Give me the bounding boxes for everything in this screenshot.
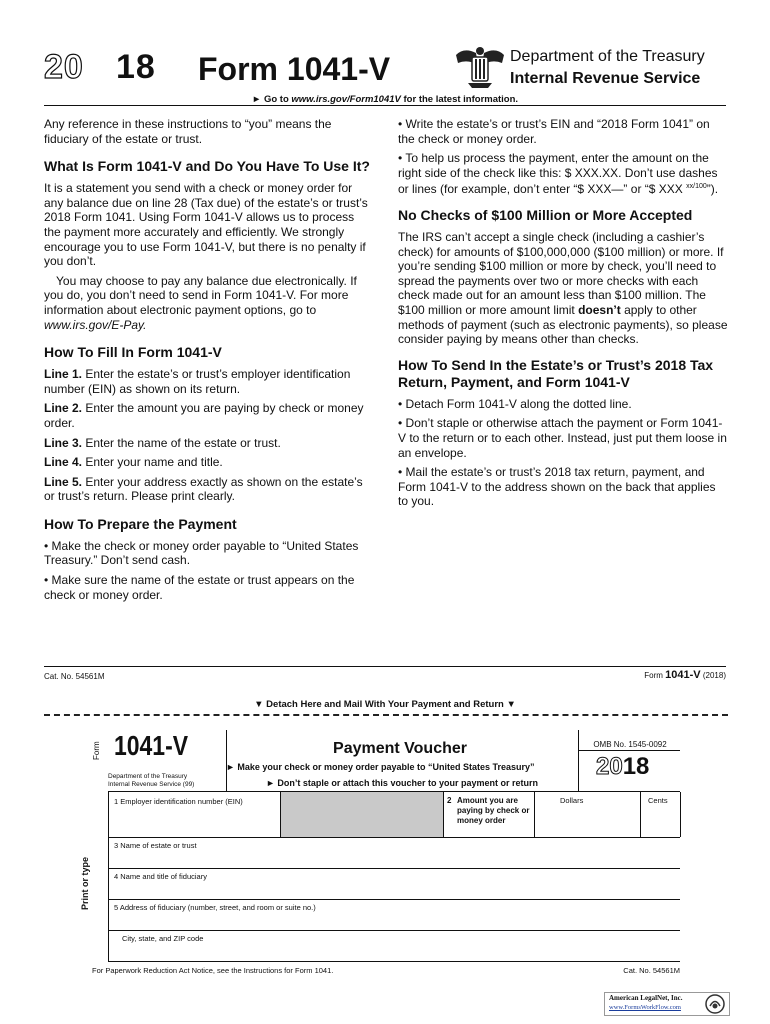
amount-format-text: • To help us process the payment, enter the amount on the right side of the check like this: $ XXX.XX. Don’t use dashes or lines (for example, don’t enter “$ XXX—” or “$ XXX	[398, 151, 718, 197]
voucher-year	[596, 755, 649, 779]
ein-box-left	[280, 792, 281, 837]
electronic-payment-text: You may choose to pay any balance due electronically. If you do, you don’t need to send in Form 1041-V. For more information about electronic payment options, go to	[44, 273, 357, 317]
ein-entry-field[interactable]	[282, 794, 441, 835]
year-solid: 18	[116, 48, 156, 86]
send-bullet-2: • Don’t staple or otherwise attach the payment or Form 1041-V to the return or to each other. Instead, just put them loose in an envelope.	[398, 416, 727, 460]
print-or-type-label: Print or type	[80, 856, 90, 910]
goto-url-link[interactable]: www.irs.gov/Form1041V	[291, 94, 401, 105]
line-1-text: Enter the estate’s or trust’s employer identification number (EIN) as shown on its return.	[44, 367, 351, 396]
voucher-year-outline: 20	[596, 753, 623, 780]
no-checks-text-b: apply to other methods of payment (such as electronic payments), so please consider paying by means other than checks.	[398, 302, 728, 347]
goto-suffix: for the latest information.	[400, 94, 519, 105]
line-5-label: Line 5.	[44, 474, 83, 489]
watermark-company: American LegalNet, Inc.	[609, 994, 683, 1002]
footer-form-year: (2018)	[700, 671, 726, 680]
electronic-payment-paragraph	[44, 274, 374, 332]
voucher-divider-left	[226, 730, 227, 792]
voucher-dept-line2: Internal Revenue Service (99)	[108, 781, 195, 788]
prepare-bullet-1: • Make the check or money order payable to “United States Treasury.” Don’t send cash.	[44, 538, 359, 568]
voucher-cat-number: Cat. No. 54561M	[623, 966, 680, 975]
legalnet-logo-icon	[705, 994, 725, 1014]
goto-prefix: ► Go to	[251, 94, 292, 105]
fiduciary-name-field[interactable]	[114, 882, 678, 898]
voucher-staple-instruction: ► Don’t staple or attach this voucher to your payment or return	[266, 778, 538, 788]
form-title: Form 1041-V	[198, 51, 391, 87]
detach-dotted-line	[44, 714, 728, 716]
amount-entry-left	[534, 792, 535, 837]
line-4-instruction	[44, 455, 374, 470]
line-5-rule	[108, 899, 680, 900]
dollars-label: Dollars	[560, 796, 584, 805]
line-2-instruction	[44, 401, 374, 430]
city-state-zip-field[interactable]	[114, 944, 678, 960]
line-3-text: Enter the name of the estate or trust.	[82, 435, 281, 450]
intro-paragraph: Any reference in these instructions to “you” means the fiduciary of the estate or trust.	[44, 117, 332, 146]
american-legalnet-watermark	[604, 992, 730, 1016]
omb-number: OMB No. 1545-0092	[593, 740, 667, 749]
voucher-divider-right	[578, 730, 579, 792]
voucher-form-word: Form	[92, 741, 101, 760]
voucher-payable-instruction: ► Make your check or money order payable to “United States Treasury”	[226, 762, 535, 772]
fraction-text: xx/100	[686, 183, 707, 191]
voucher-left-border	[108, 792, 109, 962]
cat-number: Cat. No. 54561M	[44, 672, 105, 681]
footer-form-id	[560, 669, 726, 681]
line-4-rule	[108, 868, 680, 869]
line-1-instruction	[44, 367, 374, 396]
no-checks-text-a: The IRS can’t accept a single check (including a cashier’s check) for amounts of $100,000,000 ($100 million) or more. If you’re sending $100 million or more by check, you’ll need to spread the payments over two or more checks with each check made out for an amount less than $100 million. The $100 million or more amount limit	[398, 229, 724, 317]
send-bullet-1: • Detach Form 1041-V along the dotted line.	[398, 396, 632, 411]
goto-line	[44, 95, 726, 105]
voucher-year-solid: 18	[622, 753, 650, 780]
heading-what-is: What Is Form 1041-V and Do You Have To Use It?	[44, 158, 370, 175]
line-3-instruction	[44, 436, 374, 451]
ein-bullet: • Write the estate’s or trust’s EIN and “2018 Form 1041” on the check or money order.	[398, 117, 710, 146]
footer-form-label: Form	[644, 671, 666, 680]
heading-prepare-payment: How To Prepare the Payment	[44, 515, 237, 532]
prepare-bullet-2: • Make sure the name of the estate or trust appears on the check or money order.	[44, 573, 355, 602]
city-rule	[108, 930, 680, 931]
line-5-text: Enter your address exactly as shown on the estate’s or trust’s return. Please print clearly.	[44, 474, 363, 504]
voucher-form-number: 1041-V	[114, 730, 189, 761]
amount-entry-right	[680, 792, 681, 837]
paperwork-reduction-notice: For Paperwork Reduction Act Notice, see the Instructions for Form 1041.	[92, 966, 334, 975]
line-1-label: Line 1.	[44, 367, 83, 382]
amount-label-left	[443, 792, 444, 837]
voucher-bottom-rule	[108, 961, 680, 962]
omb-rule	[578, 750, 680, 751]
cents-field[interactable]	[642, 806, 678, 835]
voucher-title: Payment Voucher	[333, 740, 467, 757]
instructions-left-column	[44, 117, 374, 607]
line-3-rule	[108, 837, 680, 838]
city-state-zip-label: City, state, and ZIP code	[122, 934, 204, 943]
line-3-label: Line 3.	[44, 435, 83, 450]
ein-label: 1 Employer identification number (EIN)	[114, 797, 243, 806]
estate-name-label: 3 Name of estate or trust	[114, 841, 197, 850]
voucher-department	[108, 773, 194, 789]
heading-how-to-send: How To Send In the Estate’s or Trust’s 2018 Tax Return, Payment, and Form 1041-V	[398, 356, 714, 390]
amount-format-bullet	[398, 151, 728, 197]
heading-fill-in: How To Fill In Form 1041-V	[44, 344, 222, 361]
fiduciary-name-label: 4 Name and title of fiduciary	[114, 872, 207, 881]
amount-label-number: 2	[447, 796, 452, 805]
header-rule	[44, 105, 726, 106]
instructions-right-column	[398, 117, 728, 514]
heading-no-checks: No Checks of $100 Million or More Accepted	[398, 206, 693, 223]
epay-link[interactable]: www.irs.gov/E-Pay.	[44, 317, 147, 332]
fiduciary-address-field[interactable]	[114, 913, 678, 929]
estate-name-field[interactable]	[114, 851, 678, 867]
internal-revenue-service: Internal Revenue Service	[510, 70, 701, 87]
amount-format-end: ”).	[706, 182, 719, 197]
watermark-url-link[interactable]: www.FormsWorkFlow.com	[609, 1004, 681, 1011]
cents-label: Cents	[648, 796, 668, 805]
fiduciary-address-label: 5 Address of fiduciary (number, street, and room or suite no.)	[114, 903, 316, 912]
detach-instruction: ▼ Detach Here and Mail With Your Payment and Return ▼	[254, 699, 516, 710]
send-bullet-3: • Mail the estate’s or trust’s 2018 tax return, payment, and Form 1041-V to the address shown on the back that applies to you.	[398, 465, 716, 509]
year-outline: 20	[44, 48, 84, 86]
cents-divider	[640, 792, 641, 837]
line-4-text: Enter your name and title.	[82, 455, 223, 470]
no-checks-bold: doesn’t	[578, 302, 621, 317]
footer-form-number: 1041-V	[665, 669, 701, 681]
department-treasury: Department of the Treasury	[510, 48, 705, 65]
line-2-text: Enter the amount you are paying by check or money order.	[44, 401, 364, 430]
what-is-paragraph: It is a statement you send with a check or money order for any balance due on line 28 (Tax due) of the estate’s or trust’s 2018 Form 1041. Using Form 1041-V allows us to process the payment more accurately and efficiently. We strongly encourage you to use Form 1041-V, but there is no penalty if you don’t.	[44, 181, 368, 269]
footer-rule	[44, 666, 726, 667]
line-4-label: Line 4.	[44, 455, 83, 470]
irs-eagle-seal-icon	[454, 45, 506, 89]
line-5-instruction	[44, 475, 374, 504]
amount-label: Amount you are paying by check or money order	[457, 796, 530, 825]
line-2-label: Line 2.	[44, 401, 83, 416]
dollars-field[interactable]	[536, 806, 638, 835]
ein-field[interactable]	[114, 808, 278, 834]
no-checks-paragraph	[398, 230, 728, 347]
voucher-dept-line1: Department of the Treasury	[108, 773, 188, 780]
